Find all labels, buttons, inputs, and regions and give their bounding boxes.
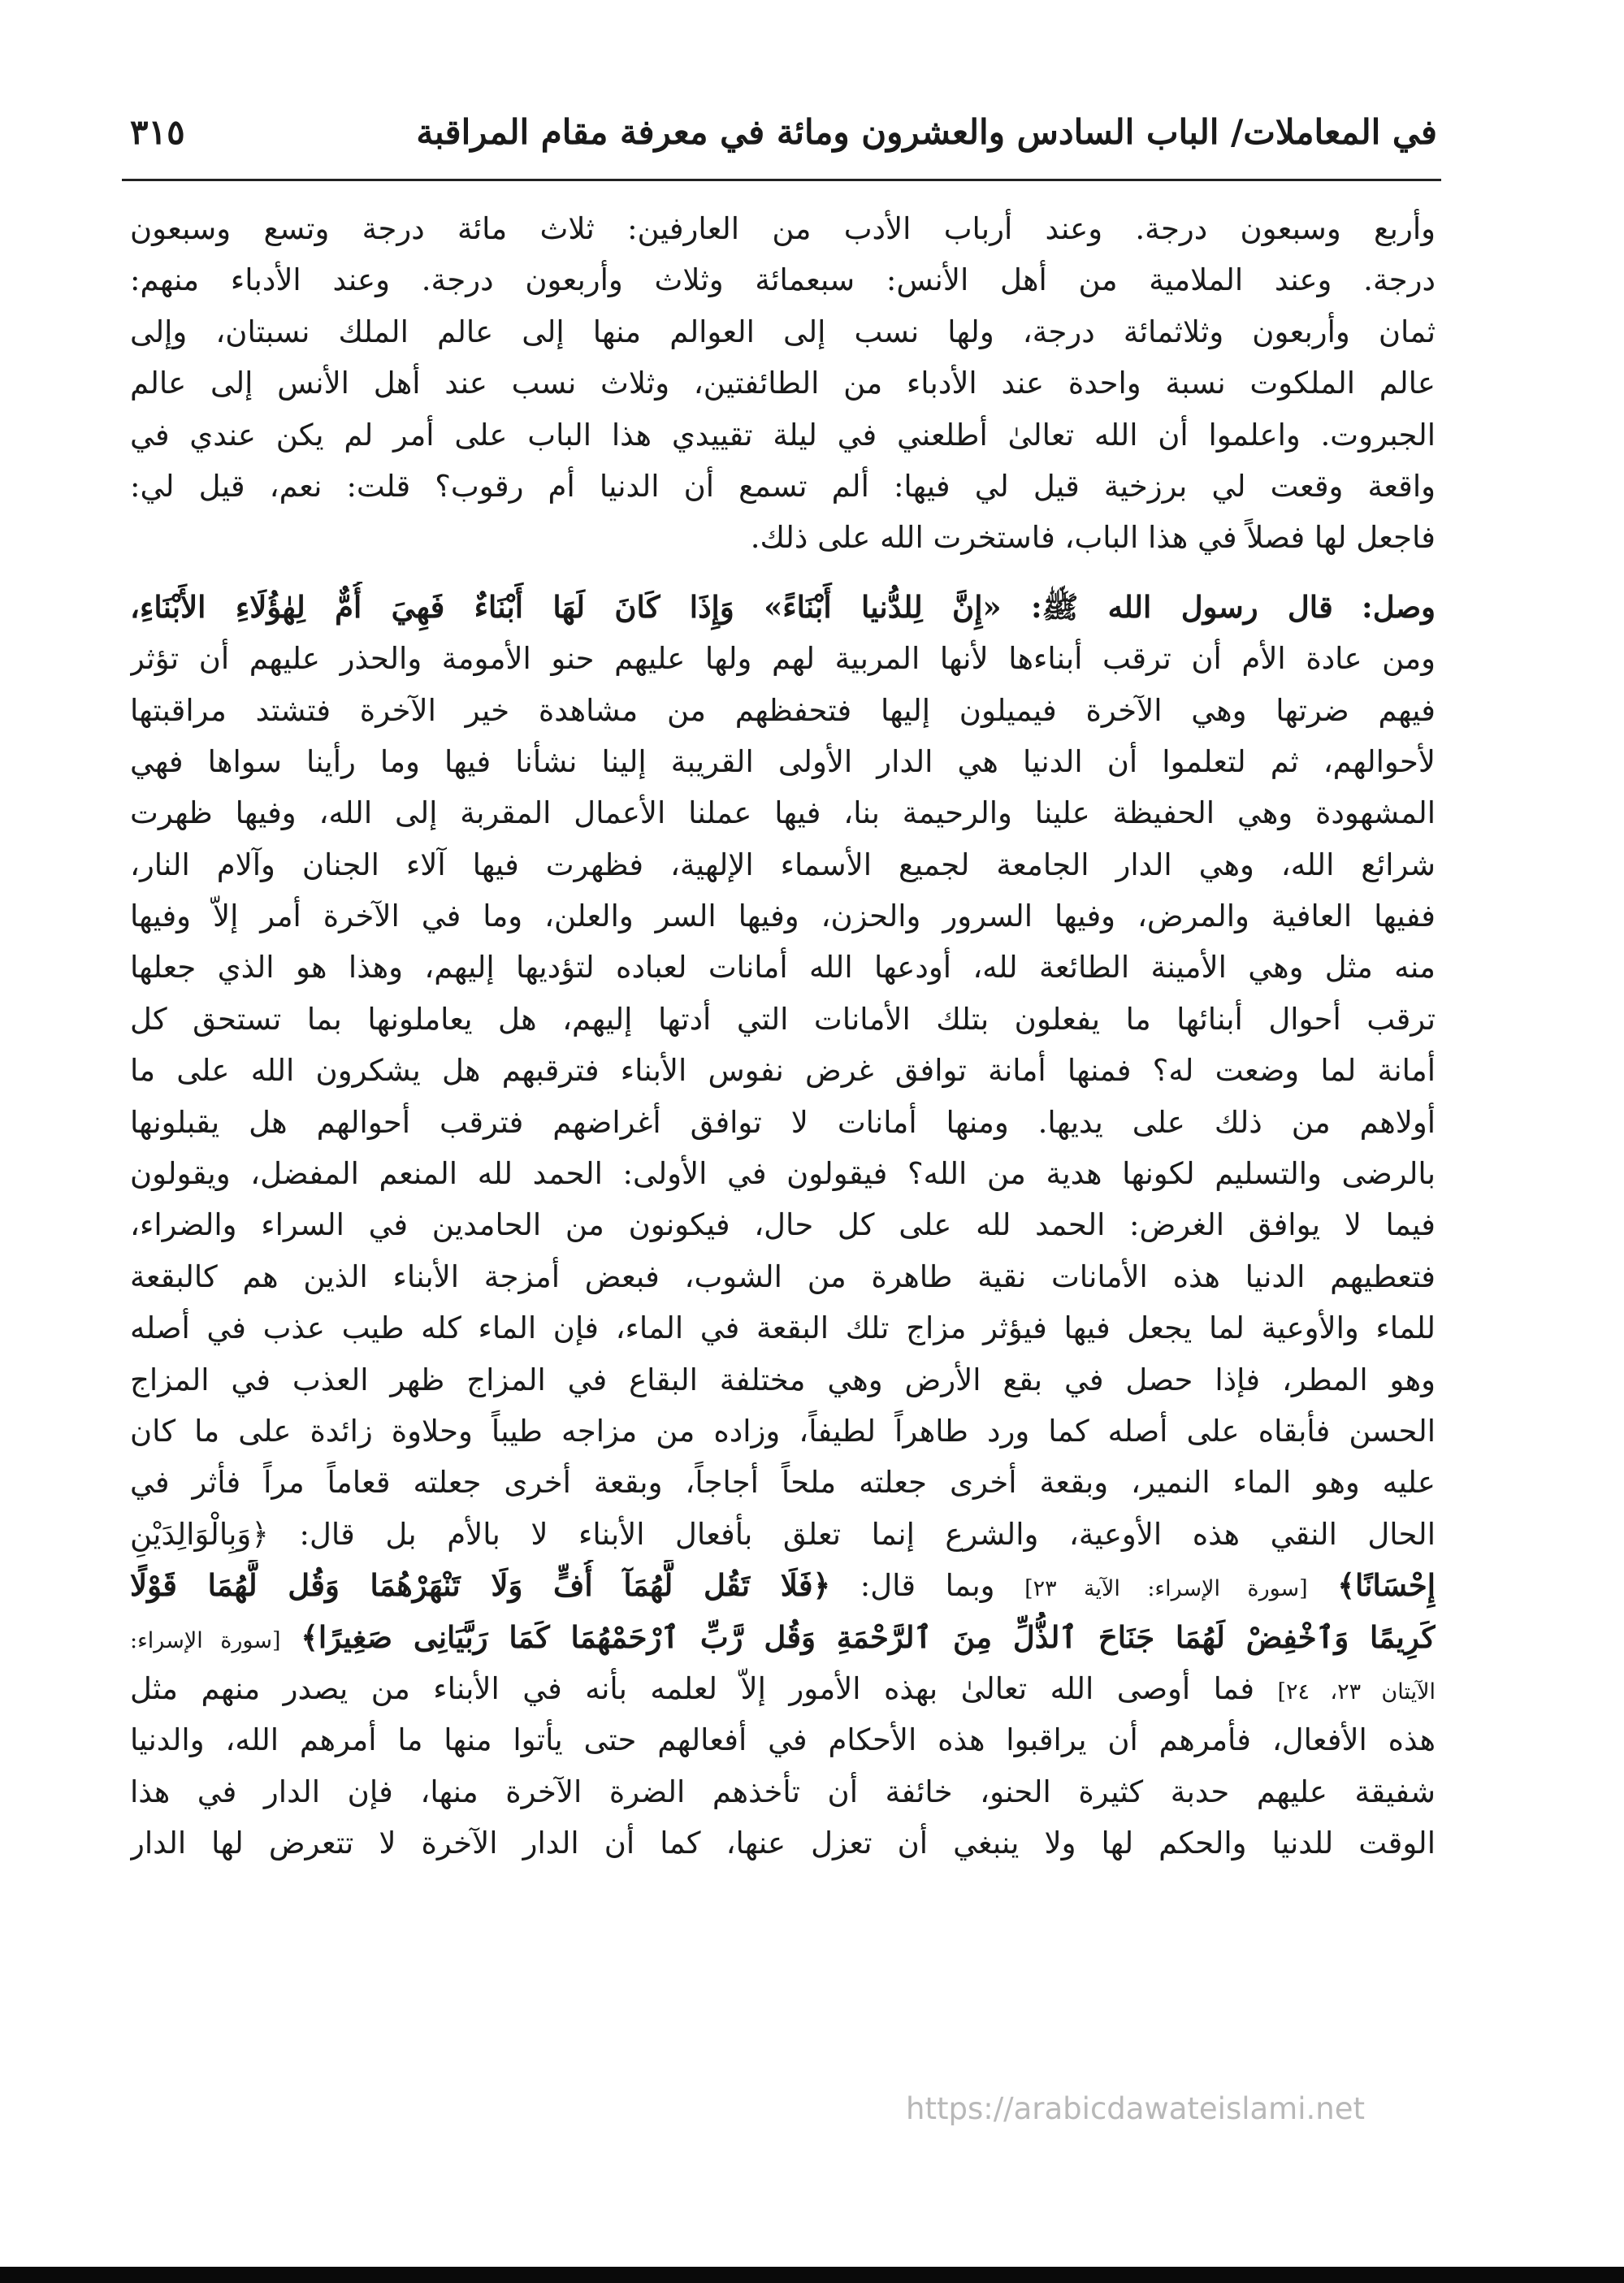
text-segment: فما أوصى الله تعالىٰ بهذه الأمور إلاّ لعلمه بأنه في الأبناء من يصدر منهم مثل <box>130 1670 1255 1706</box>
text-line: شرائع الله، وهي الدار الجامعة لجميع الأسماء الإلهية، فظهرت فيها آلاء الجنان وآلام النار، <box>130 847 1436 882</box>
wasl-label: وصل: <box>1362 588 1436 625</box>
text-line: الوقت للدنيا والحكم لها ولا ينبغي أن تعزل عنها، كما أن الدار الآخرة لا تتعرض لها الدار <box>130 1826 1436 1861</box>
text-line: ترقب أحوال أبنائها ما يفعلون بتلك الأمانات التي أدتها إليهم، هل يعاملونها بما تستحق كل <box>130 1001 1436 1037</box>
text-line: فيهم ضرتها وهي الآخرة فيميلون إليها فتحفظهم من مشاهدة خير الآخرة فتشتد مراقبتها <box>130 692 1436 728</box>
chapter-title: في المعاملات/ الباب السادس والعشرون ومائة في معرفة مقام المراقبة <box>416 111 1437 152</box>
hadith-line: قال رسول الله ﷺ: «إِنَّ لِلدُّنيا أَبْنَاءً» وَإِذَا كَانَ لَهَا أَبْنَاءٌ فَهِيَ أُمٌّ لِهٰؤُلَاءِ الأَبْنَاءِ، <box>130 588 1333 625</box>
text-line: ومن عادة الأم أن ترقب أبناءها لأنها المربية لهم ولها عليهم حنو الأمومة والحذر عليهم أن تؤثر <box>130 641 1436 677</box>
quran-line <box>130 1612 1436 1663</box>
page-number: ٣١٥ <box>130 111 185 152</box>
text-line: الحال النقي هذه الأوعية، والشرع إنما تعلق بأفعال الأبناء لا بالأم بل قال: ﴿وَبِالْوَالِدَيْنِ <box>130 1516 1436 1552</box>
running-header <box>130 99 1437 164</box>
text-line: بالرضى والتسليم لكونها هدية من الله؟ فيقولون في الأولى: الحمد لله المنعم المفضل، ويقولون <box>130 1156 1436 1192</box>
text-line: هذه الأفعال، فأمرهم أن يراقبوا هذه الأحكام في أفعالهم حتى يأتوا منها ما أمرهم الله، والدنيا <box>130 1722 1436 1758</box>
text-line: ففيها العافية والمرض، وفيها السرور والحزن، وفيها السر والعلن، وما في الآخرة أمر إلاّ وفيها <box>130 899 1436 934</box>
text-line: درجة. وعند الملامية من أهل الأنس: سبعمائة وثلاث وأربعون درجة. وعند الأدباء منهم: <box>130 262 1436 298</box>
text-line: فاجعل لها فصلاً في هذا الباب، فاستخرت الله على ذلك. <box>750 520 1436 556</box>
verse-reference: الآيتان ٢٣، ٢٤] <box>1277 1679 1436 1705</box>
watermark-url: https://arabicdawateislami.net <box>906 2091 1365 2126</box>
verse-reference: [سورة الإسراء: <box>130 1627 281 1653</box>
text-line: فيما لا يوافق الغرض: الحمد لله على كل حال، فيكونون من الحامدين في السراء والضراء، <box>130 1207 1436 1243</box>
quran-line <box>130 1560 1436 1611</box>
paragraph-1 <box>130 203 1436 564</box>
scan-bottom-edge <box>0 2267 1624 2283</box>
text-line: أمانة لما وضعت له؟ فمنها أمانة توافق غرض نفوس الأبناء فترقبهم هل يشكرون الله على ما <box>130 1053 1436 1089</box>
text-line: الجبروت. واعلموا أن الله تعالىٰ أطلعني في ليلة تقييدي هذا الباب على أمر لم يكن عندي في <box>130 417 1436 453</box>
text-line: واقعة وقعت لي برزخية قيل لي فيها: ألم تسمع أن الدنيا أم رقوب؟ قلت: نعم، قيل لي: <box>130 468 1436 504</box>
quran-quote: ﴿فَلَا تَقُل لَّهُمَآ أُفٍّ وَلَا تَنْهَرْهُمَا وَقُل لَّهُمَا قَوْلًا <box>130 1567 831 1604</box>
text-line: وهو المطر، فإذا حصل في بقع الأرض وهي مختلفة البقاع في المزاج ظهر العذب في المزاج <box>130 1362 1436 1397</box>
paragraph-2 <box>130 582 1436 1869</box>
main-text <box>130 203 1436 1869</box>
text-line: المشهودة وهي الحفيظة علينا والرحيمة بنا، فيها عملنا الأعمال المقربة إلى الله، وفيها ظهرت <box>130 795 1436 831</box>
text-line: شفيقة عليهم حدبة كثيرة الحنو، خائفة أن تأخذهم الضرة الآخرة منها، فإن الدار في هذا <box>130 1774 1436 1809</box>
text-line: أولاهم من ذلك على يديها. ومنها أمانات لا توافق أغراضهم فترقب أحوالهم هل يقبلونها <box>130 1104 1436 1140</box>
text-line: عالم الملكوت نسبة واحدة عند الأدباء من الطائفتين، وثلاث نسب عند أهل الأنس إلى عالم <box>130 366 1436 401</box>
text-line: عليه وهو الماء النمير، وبقعة أخرى جعلته ملحاً أجاجاً، وبقعة أخرى جعلته قعاماً مراً فأثر في <box>130 1465 1436 1501</box>
text-line <box>130 1663 1436 1714</box>
text-line: لأحوالهم، ثم لتعلموا أن الدنيا هي الدار الأولى القريبة إلينا نشأنا فيها وما رأينا سواها فهي <box>130 743 1436 779</box>
text-line: ثمان وأربعون وثلاثمائة درجة، ولها نسب إلى العوالم منها إلى عالم الملك نسبتان، وإلى <box>130 314 1436 349</box>
text-line: فتعطيهم الدنيا هذه الأمانات نقية طاهرة من الشوب، فبعض أمزجة الأبناء الذين هم كالبقعة <box>130 1258 1436 1294</box>
quran-quote: كَرِيمًا وَٱخْفِضْ لَهُمَا جَنَاحَ ٱلذُّلِّ مِنَ ٱلرَّحْمَةِ وَقُل رَّبِّ ٱرْحَمْهُمَا كَمَا رَبَّيَانِى صَغِيرًا﴾ <box>301 1618 1436 1655</box>
text-line: وأربع وسبعون درجة. وعند أرباب الأدب من العارفين: ثلاث مائة درجة وتسع وسبعون <box>130 211 1436 246</box>
quran-quote: إِحْسَانًا﴾ <box>1337 1567 1436 1604</box>
text-line-wasl <box>130 582 1436 633</box>
header-rule <box>122 179 1441 181</box>
text-line: للماء والأوعية لما يجعل فيها فيؤثر مزاج تلك البقعة في الماء، فإن الماء كله طيب عذب في أصله <box>130 1310 1436 1346</box>
text-line: منه مثل وهي الأمينة الطائعة لله، أودعها الله أمانات لعباده لتؤديها إليهم، وهذا هو الذي جعلها <box>130 950 1436 986</box>
verse-reference: [سورة الإسراء: الآية ٢٣] <box>1024 1576 1308 1602</box>
text-segment: وبما قال: <box>860 1568 995 1604</box>
text-line: الحسن فأبقاه على أصله كما ورد طاهراً لطيفاً، وزاده من مزاجه طيباً وحلاوة زائدة على ما كان <box>130 1413 1436 1449</box>
paragraph-gap <box>130 564 1436 582</box>
